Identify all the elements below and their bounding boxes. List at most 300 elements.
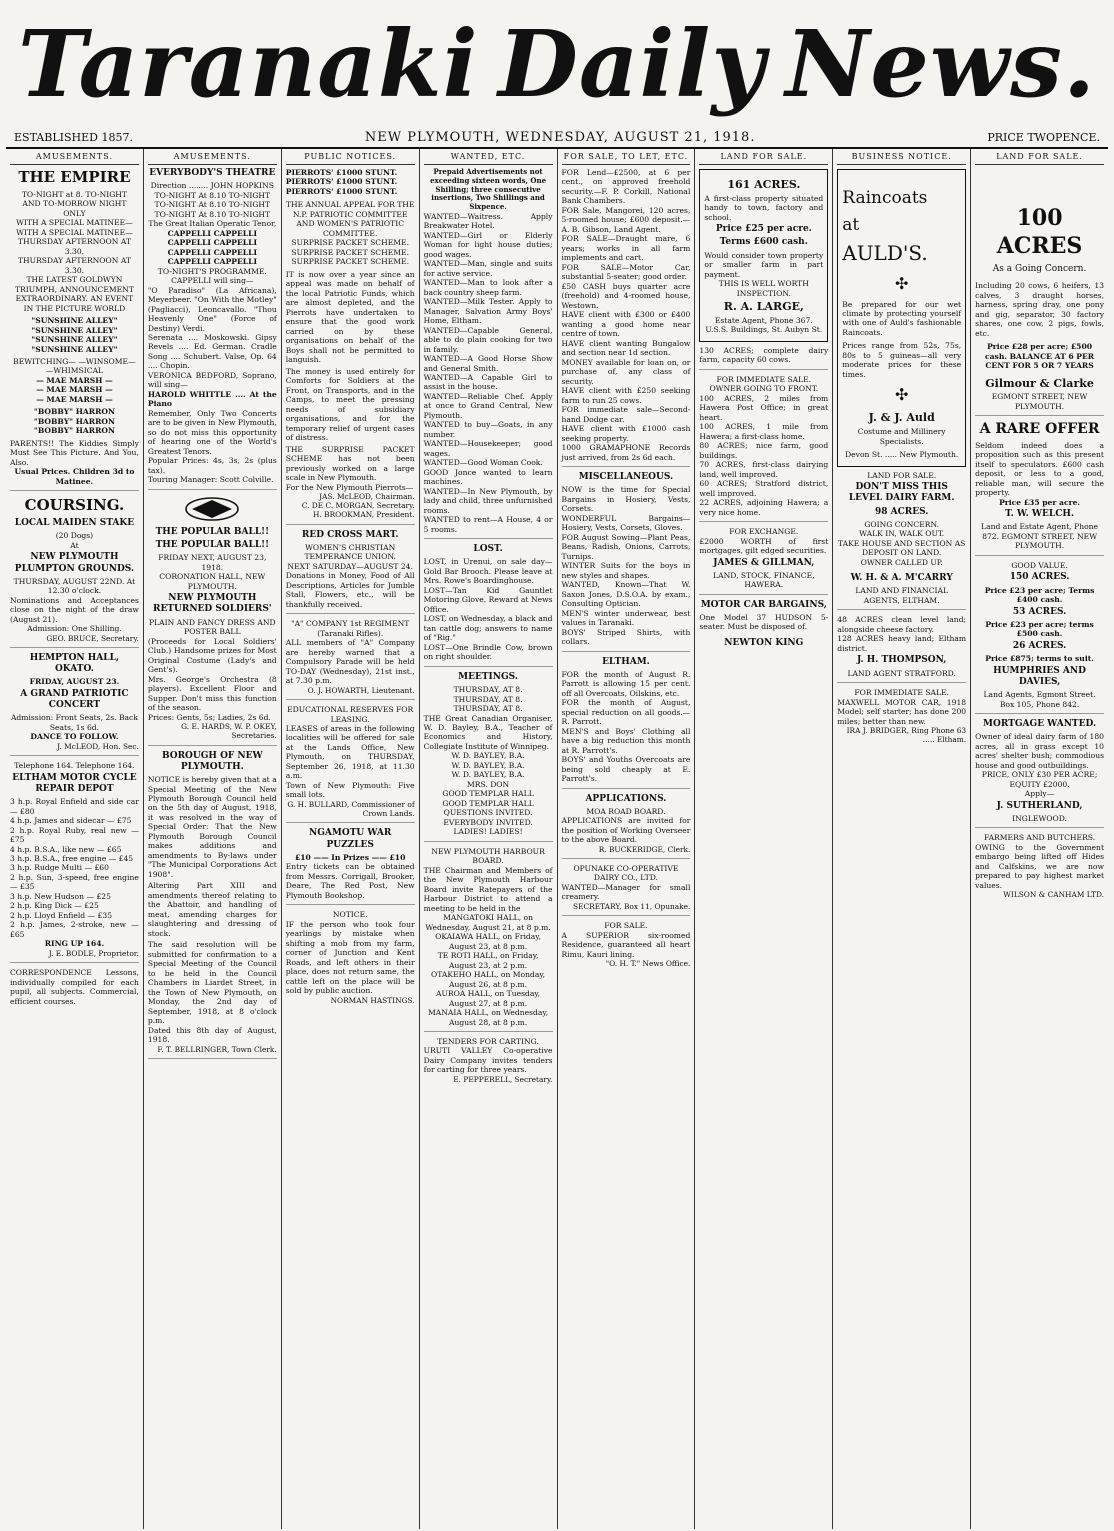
concern: GOING CONCERN. [864,519,940,529]
acres-98: 98 ACRES. [874,506,929,517]
borough-title: BOROUGH OF NEW PLYMOUTH. [161,750,263,772]
column-4 [420,149,558,1529]
wanted-list [424,212,553,534]
list-item: WANTED—Reliable Chef. Apply at once to Grand Central, New Plymouth. [423,391,553,420]
good-value-ad [975,561,1104,714]
harbour-text: THE Chairman and Members of the New Plymouth Harbour Board invite Ratepayers of the Harbour District to attend a meeting to be held in the [423,865,553,913]
misc-section [562,472,691,651]
lost-section [424,544,553,667]
resolution-text: The said resolution will be submitted for confirmation to a Special Meeting of the Council to be held in the Council Chambers in Liardet Street, in the Town of New Plymouth, on Monday, the 2nd day of September, 1918, at 8 o'clock p.m. [147,940,277,1026]
price: PRICE TWOPENCE. [987,130,1100,144]
list-item: FOR Lend—£2500, at 6 per cent., on approved freehold security.—F. P. Corkill, National Bank Chambers. [561,168,691,206]
mortgage-ad [975,719,1104,828]
correspondence: CORRESPONDENCE Lessons, individually compiled for each pupil, all subjects. Commercial, efficient courses. [10,968,139,1006]
grounds: NEW PLYMOUTH PLUMPTON GROUNDS. [14,552,135,574]
sunshine-line: "SUNSHINE ALLEY" [31,316,118,326]
rare-text: Seldom indeed does a proposition such as this present itself to speculators. £600 cash deposit, or less to a good, reliable man, will secure the property. [975,440,1104,498]
column-heading: LAND FOR SALE. [975,152,1104,165]
list-item: LOST—Tan Kid Gauntlet Motoring Glove. Reward at News Office. [423,585,553,614]
empire-lines [10,190,139,313]
surprise-line: SURPRISE PACKET SCHEME. [291,257,409,267]
consider: Would consider town property or smaller farm in part payment. [704,250,824,279]
list-item: WANTED—Milk Tester. Apply to Manager, Salvation Army Boys' Home, Eltham. [423,297,553,326]
marsh-line: — MAE MARSH — [36,375,113,385]
walk: WALK IN, WALK OUT. [859,529,945,539]
agent-address: Estate Agent, Phone 367. U.S.S. Buildings, St. Aubyn St. [705,315,823,335]
veronica: VERONICA BEDFORD, Soprano, will sing— [147,370,277,390]
auld-prices: Prices range from 52s, 75s, 80s to 5 guineas—all very moderate prices for these times. [842,341,962,379]
list-item: MEN'S winter underwear, best values in Taranaki. [561,608,691,628]
ball-ad [148,495,277,746]
harold: HAROLD WHITTLE .... At the Piano [147,389,277,409]
mcgarry: W. H. & A. M'CARRY [850,573,953,584]
applications-section [562,794,691,859]
friday: FRIDAY, AUGUST 23. [29,677,120,687]
dance: DANCE TO FOLLOW. [30,732,119,742]
masthead [6,0,1108,128]
opera-line: The Great Italian Operatic Tenor, [148,219,277,229]
list-item: WANTED—In New Plymouth, by lady and child, three unfurnished rooms. [423,486,553,515]
immediate-title: FOR IMMEDIATE SALE. [854,688,949,698]
list-item: 80 ACRES; nice farm, good buildings. [699,441,829,460]
sunshine-line: "SUNSHINE ALLEY" [31,344,118,354]
prepaid-note: Prepaid Advertisements not exceeding sixteen words, One Shilling; three consecutive insertions, Two Shillings and Sixpence. [430,167,547,211]
column-heading: PUBLIC NOTICES. [286,152,415,165]
at: at [842,215,860,236]
parents-text: PARENTS!! The Kiddies Simply Must See This Picture. And You, Also. [10,438,139,467]
list-item: 2 h.p. James, 2-stroke, new — £65 [10,920,139,939]
hall-line: MANAIA HALL, on Wednesday, August 28, at 8 p.m. [428,1008,549,1027]
puzzle-ad [286,828,415,905]
edu-title: EDUCATIONAL RESERVES FOR LEASING. [287,705,414,724]
raincoats: Raincoats [842,188,928,208]
ladies: LADIES! LADIES! [453,827,523,837]
good-templar: GOOD TEMPLAR HALL [442,789,534,799]
emblem-icon [182,495,242,523]
empire-line: TO-NIGHT at 8. TO-NIGHT [21,189,127,199]
ball-date: FRIDAY NEXT, AUGUST 23, 1918. [158,553,267,572]
list-item: HAVE client with £250 seeking farm to run 25 cows. [561,386,691,405]
wctu: WOMEN'S CHRISTIAN TEMPERANCE UNION. [304,542,396,562]
gillman: JAMES & GILLMAN, [713,557,815,568]
column-8 [971,149,1108,1529]
edu-notice [286,705,415,823]
company-notice [286,619,415,700]
ornament-icon: ✣ [894,273,909,293]
price-875: Price £875; terms to suit. [985,654,1094,664]
ornament-icon: ✣ [894,385,909,405]
concert: A GRAND PATRIOTIC CONCERT [20,688,129,711]
empire-ad [10,168,139,491]
list-item: FOR the month of August R. Parrott is allowing 15 per cent. off all Overcoats, Oilskins, etc. [561,669,691,698]
harold-text: Remember, Only Two Concerts are to be given in New Plymouth, so do not miss this opportunity of hearing one of the World's Greatest Tenors. [147,408,277,456]
list-item: LOST, on Wednesday, a black and tan cattle dog; answers to name of "Rig." [423,614,553,643]
column-3 [282,149,420,1529]
cappelli-line: CAPPELLI CAPPELLI [167,257,258,267]
column-heading: BUSINESS NOTICE. [837,152,966,165]
list-item: 2 h.p. Royal Ruby, real new — £75 [10,825,139,845]
list-item: WANTED—Girl or Elderly Woman for light house duties; good wages. [423,230,553,259]
signature: F. T. BELLRINGER, Town Clerk. [157,1044,277,1054]
egmont: EGMONT STREET, NEW PLYMOUTH. [991,392,1088,411]
land-title: LAND FOR SALE. [867,470,937,480]
columns [6,149,1108,1529]
list-item: NOW is the time for Special Bargains in Hosiery, Vests, Corsets. [561,485,691,514]
surprise-line: SURPRISE PACKET SCHEME. [291,247,409,257]
at: At [70,540,79,550]
signature: C. DE C. MORGAN, Secretary. [301,501,415,511]
empire-line: WITH A SPECIAL MATINEE— [16,227,133,237]
column-1 [6,149,144,1529]
list-item: WANTED—Man, single and suits for active service. [423,259,553,278]
sunshine-line: "SUNSHINE ALLEY" [31,325,118,335]
ball-prices: Prices: Gents, 5s; Ladies, 2s 6d. [147,712,271,722]
farmers-ad [975,833,1104,899]
list-item: WINTER Suits for the boys in new styles and shapes. [561,561,691,580]
tour-manager: Touring Manager: Scott Colville. [147,475,274,485]
list-item: 3 h.p. New Hudson — £25 [10,891,111,901]
opunake-title: OPUNAKE CO-OPERATIVE DAIRY CO., LTD. [573,864,679,883]
list-item: FOR the month of August, special reduction on all goods.—R. Parrott. [561,698,691,727]
empire-line: THE LATEST GOLDWYN TRIUMPH, ANNOUNCEMENT EXTRAORDINARY. AN EVENT IN THE PICTURE WORLD [14,275,134,313]
acres-150: 150 ACRES. [1009,572,1070,583]
pierrots-line: PIERROTS' £1000 STUNT. [285,168,398,177]
list-item: 3 h.p. Rudge Multi — £60 [10,863,109,873]
list-item: WANTED, Known—That W. Saxon Jones, D.S.O.A. by exam., Consulting Optician. [561,580,691,609]
good-templar: GOOD TEMPLAR HALL [442,798,534,808]
list-item: LOST—One Brindle Cow, brown on right shoulder. [423,642,553,662]
tonight-line: TO-NIGHT At 8.10 TO-NIGHT [154,209,271,219]
acres-26: 26 ACRES. [1012,640,1067,651]
bobby-lines [10,407,139,435]
exchange-text: £2000 WORTH of first mortgages, gilt edged securities. [699,536,829,556]
list-item: 60 ACRES; Stratford district, well improved. [699,479,829,498]
acres-53: 53 ACRES. [1012,606,1067,617]
ball-title-2: THE POPULAR BALL!! [155,540,270,550]
harbour-section [424,847,553,1032]
company-text: ALL members of "A" Company are hereby warned that a Compulsory Parade will be held TO-DAY (Wednesday), 21st inst., at 7.30 p.m. [285,638,415,686]
meetings-title: MEETINGS. [458,671,518,682]
sunshine-lines [10,316,139,354]
notice-text: NOTICE is hereby given that at a Special Meeting of the New Plymouth Borough Council held on the 5th day of August, 1918, it was resolved in the way of Special Order: That the New Plymouth Borough Council makes additions and amendments to By-laws under "The Municipal Corporations Act 1908". [147,775,277,879]
signature: WILSON & CANHAM LTD. [1003,890,1104,900]
signature: G. E. HARDS, W. P. OKEY, Secretaries. [181,722,277,741]
pierrots-ad [286,168,415,525]
hall-line: TE ROTI HALL, on Friday, August 23, at 2 p.m. [437,951,539,970]
notice-text: IF the person who took four yearlings by mistake when shifting a mob from my farm, corner of Junction and Kent Roads, and left others in their place, does not return same, the cattle left on the place will be sold by public auction. [285,919,415,996]
including: Including 20 cows, 6 heifers, 13 calves, 3 draught horses, harness, spring dray, one pony and gig, separator, 30 factory shares, one cow, 2 pigs, fowls, etc. [975,281,1104,338]
tenders-section [424,1037,553,1084]
mortgage-title: MORTGAGE WANTED. [983,719,1097,730]
price: Price £28 per acre; £500 cash. BALANCE AT 6 PER CENT FOR 5 OR 7 YEARS [985,342,1095,371]
signature: G. H. BULLARD, Commissioner of Crown Lands. [287,799,415,819]
popular-prices: Popular Prices: 4s, 3s, 2s (plus tax). [147,456,277,475]
agent-name: R. A. LARGE, [723,300,804,314]
motor-bargains [699,600,828,649]
moa-text: APPLICATIONS are invited for the position of Working Overseer to the above Board. [561,816,691,845]
thursday-line: THURSDAY, AT 8. [453,694,523,704]
theatre-ad [148,168,277,490]
gillman-sub: LAND, STOCK, FINANCE, HAWERA. [713,570,815,590]
pierrots-lines [286,168,415,196]
farmers-text: OWING to the Government embargo being lifted off Hides and Calfskins, we are now prepared to pay highest market values. [975,842,1104,890]
songs: "O Paradiso" (La Africana), Meyerbeer. "On With the Motley" (Pagliacci), Leoncavallo. "Thou Heavenly One" (Force of Destiny) Verdi. [147,285,277,333]
empire-line: AND TO-MORROW NIGHT ONLY [22,199,127,218]
immediate-section [699,375,828,522]
column-heading: WANTED, ETC. [424,152,553,165]
proceeds: (Proceeds for Local Soldiers' Club.) Handsome prizes for Most Original Costume (Lady's and Gent's). [147,636,277,675]
list-item: FOR Sale, Mangorei, 120 acres, 5-roomed house; £600 deposit.—A. B. Gibson, Land Agent. [561,205,691,234]
acres-100: 100 ACRES [996,205,1083,259]
exchange-title: FOR EXCHANGE. [729,527,799,537]
hastings-notice [286,910,415,1005]
price-23: Price £23 per acre; Terms £400 cash. [984,585,1095,605]
column-5 [558,149,696,1529]
text-161: A first-class property situated handy to town, factory and school. [704,193,824,222]
empire-line: WITH A SPECIAL MATINEE— [16,218,133,228]
gilmour-ad [975,205,1104,416]
telephone: Telephone 164. Telephone 164. [14,761,135,771]
signature: E. PEPPERELL, Secretary. [453,1074,553,1084]
acres-161: 161 ACRES. [727,178,801,191]
maxwell: MAXWELL MOTOR CAR, 1918 Model; self starter; has done 200 miles; better than new. [837,697,967,726]
column-2 [144,149,282,1529]
bewitching: BEWITCHING— —WINSOME— —WHIMSICAL [13,356,136,376]
dont-miss: DON'T MISS THIS LEVEL DAIRY FARM. [848,482,955,504]
list-item: 3 h.p. Royal Enfield and side car — £80 [10,797,139,816]
list-item: WANTED—Housekeeper; good wages. [423,439,553,458]
puzzle-title: NGAMOTU WAR PUZZLES [309,828,392,850]
puzzle-prizes: £10 —— In Prizes —— £10 [294,852,406,862]
list-item: 128 ACRES heavy land; Eltham district. [837,634,967,653]
marsh-line: — MAE MARSH — [36,394,113,404]
for-pierrots: For the New Plymouth Pierrots— [285,482,414,492]
farmers-title: FARMERS AND BUTCHERS. [983,833,1096,843]
questions: QUESTIONS INVITED. EVERYBODY INVITED. [443,808,533,827]
established: ESTABLISHED 1857. [14,130,133,144]
bayley-line: W. D. BAYLEY, B.A. [451,760,525,770]
list-item: WANTED—Man to look after a back country sheep farm. [423,278,553,297]
tonight-line: TO-NIGHT At 8.10 TO-NIGHT [154,200,271,210]
immediate-title: FOR IMMEDIATE SALE. [716,374,812,384]
column-heading: AMUSEMENTS. [148,152,277,165]
hall-line: OKAIAWA HALL, on Friday, August 23, at 8 p.m. [435,932,541,951]
thompson: J. H. THOMPSON, [856,655,947,666]
motor-text: One Model 37 HUDSON 5-seater. Must be disposed of. [699,613,829,632]
concern: As a Going Concern. [992,264,1087,274]
opunake-text: WANTED—Manager for small creamery. [561,882,691,902]
list-item: MONEY available for loan on, or purchase of, any class of security. [561,357,691,386]
price-35: Price £35 per acre. [999,497,1081,507]
list-item: 2 h.p. King Dick — £25 [10,901,99,911]
borough-notice [148,751,277,1059]
residence-section [562,921,691,968]
equity: PRICE, ONLY £30 PER ACRE; EQUITY £2000. [981,770,1098,789]
red-cross-ad [286,530,415,615]
eltham-title: ELTHAM. [602,656,650,667]
hempton-ad [10,653,139,756]
coursing-ad [10,496,139,648]
list-item: HAVE client with £300 or £400 wanting a good home near centre of town. [561,310,691,339]
applications-title: APPLICATIONS. [585,793,667,804]
empire-line: THURSDAY AFTERNOON AT 3.30. [17,237,131,256]
auld-ad [837,169,966,467]
empire-title: THE EMPIRE [18,168,131,186]
gilmour: Gilmour & Clarke [985,376,1094,390]
serenata: Serenata .... Moskowski. Gipsy Revels .... Ed. German. Cradle Song .... Schubert. Valse, Op. 64 .... Chopin. [147,333,277,371]
plain-fancy: PLAIN AND FANCY DRESS AND POSTER BALL [149,617,276,637]
price: Price £25 per acre. [715,224,812,235]
list-item: HAVE client with £1000 cash seeking property. [561,424,691,443]
column-heading: FOR SALE, TO LET, ETC. [562,152,691,165]
body-3: THE SURPRISE PACKET SCHEME has not been previously worked on a large scale in New Plymouth. [285,444,415,483]
motor-list [10,797,139,939]
list-item: WANTED—Good Woman Cook. [423,458,543,468]
ball-title: THE POPULAR BALL!! [155,526,270,537]
place-date: NEW PLYMOUTH, WEDNESDAY, AUGUST 21, 1918. [364,129,756,145]
company-title: "A" COMPANY 1st REGIMENT (Taranaki Rifles). [291,619,410,638]
usual-prices: Usual Prices. Children 3d to Matinee. [14,467,135,486]
welch: T. W. WELCH. [1005,509,1074,520]
meetings-section [424,672,553,842]
eltham-land [837,615,966,683]
programme: TO-NIGHT'S PROGRAMME. CAPPELLI will sing— [157,266,267,286]
list-item: BOYS' Striped Shirts, with collars. [561,627,691,647]
terms: Terms £600 cash. [719,237,808,248]
altering-text: Altering Part XIII and amendments thereof relating to the Abattoir, and handling of meat, amending charges for slaughtering and dressing of stock. [147,881,277,938]
list-item: WANTED to buy—Goats, in any number. [423,420,553,439]
humphries: HUMPHRIES AND DAVIES, [993,665,1086,687]
masthead-title-left: Taranaki [18,10,479,118]
inglewood: INGLEWOOD. [1012,813,1067,823]
bobby-line: "BOBBY" HARRON [33,426,115,436]
column-heading: AMUSEMENTS. [10,152,139,165]
edu-text: LEASES of areas in the following localities will be offered for sale at the Lands Office, New Plymouth, on THURSDAY, September 26, 1918, at 11.30 a.m. [285,723,415,781]
list-item: FOR SALE—Draught mare, 6 years; works in all farm implements and cart. [561,234,691,263]
stock: TAKE HOUSE AND SECTION AS DEPOSIT ON LAND. [837,538,966,558]
dairy-section [837,471,966,611]
cappelli-line: CAPPELLI CAPPELLI [167,247,258,257]
signature: NORMAN HASTINGS. [330,995,415,1005]
list-item: WANTED—Capable General, able to do plain cooking for two in family. [423,325,553,354]
dated: Dated this 8th day of August, 1918. [147,1025,277,1045]
signature: "O. H. T." News Office. [605,959,691,969]
bobby-line: "BOBBY" HARRON [33,407,115,417]
called: OWNER CALLED UP. [860,557,943,567]
empire-line: THURSDAY AFTERNOON AT 3.30. [17,256,131,275]
forsale-text: A SUPERIOR six-roomed Residence, guaranteed all heart Rimu, Kauri lining. [561,930,691,959]
town-lots: Town of New Plymouth: Five small lots. [285,780,415,800]
jj-auld: J. & J. Auld [868,411,935,425]
tenders-title: TENDERS FOR CARTING. [437,1037,539,1046]
aulds: AULD'S. [842,240,928,265]
admission2: Admission: Front Seats, 2s. Back Seats, 1s 6d. [10,713,138,732]
price-23b: Price £23 per acre; terms £500 cash. [985,619,1094,639]
list-item: 48 ACRES clean level land; alongside cheese factory. [837,615,967,634]
bobby-line: "BOBBY" HARRON [33,416,115,426]
list-item: WONDERFUL Bargains—Hosiery, Vests, Corsets, Gloves. [561,513,691,533]
signature: JAS. McLEOD, Chairman. [319,491,415,501]
misc-title: MISCELLANEOUS. [578,472,674,483]
next-saturday: NEXT SATURDAY—AUGUST 24. [287,561,413,571]
moa-title: MOA ROAD BOARD. [586,806,666,816]
dateline [6,128,1108,149]
cappelli-lines [148,229,277,267]
masthead-title-right: News. [785,10,1096,118]
signature: J. McLEOD, Hon. Sec. [57,741,139,751]
appeal: THE ANNUAL APPEAL FOR THE N.P. PATRIOTIC COMMITTEE AND WOMEN'S PATRIOTIC COMMITTEE. [285,200,415,238]
apply: Apply— [1024,789,1055,799]
list-item: 4 h.p. B.S.A., like new — £65 [10,844,122,854]
rare-title: A RARE OFFER [979,421,1100,438]
list-item: FOR SALE—Motor Car, substantial 5-seater; good order. [561,262,691,282]
forsale-title: FOR SALE. [604,921,648,931]
motor-ad [10,761,139,963]
theatre-title: EVERYBODY'S THEATRE [149,168,276,178]
worth: THIS IS WELL WORTH INSPECTION. [718,279,809,298]
list-item: 100 ACRES, 1 mile from Hawera; a first-class home. [699,422,829,441]
column-6 [695,149,833,1529]
tender-text: URUTI VALLEY Co-operative Dairy Company invites tenders for carting for three years. [423,1046,553,1075]
wanted-section [424,168,553,539]
mcgarry-sub: LAND AND FINANCIAL AGENTS, ELTHAM. [855,586,949,605]
list-item: WANTED to rent—A House, 4 or 5 rooms. [423,515,553,534]
tonight-line: TO-NIGHT At 8.10 TO-NIGHT [154,190,271,200]
list-item: 2 h.p. Lloyd Enfield — £35 [10,910,113,920]
surprise-line: SURPRISE PACKET SCHEME. [291,238,409,248]
column-heading: LAND FOR SALE. [699,152,828,165]
list-item: MEN'S and Boys' Clothing all have a big reduction this month at R. Parrott's. [561,726,691,755]
thursday-line: THURSDAY, AT 8. [453,704,523,714]
thursday-line: THURSDAY, AT 8. [453,685,523,695]
list-item: HAVE client wanting Bungalow and section near 1d section. [561,338,691,358]
harbour-title: NEW PLYMOUTH HARBOUR BOARD. [431,846,545,866]
pierrots-line: PIERROTS' £1000 STUNT. [285,186,398,196]
tonight-lines [148,191,277,219]
list-item: 70 ACRES, first-class dairying land, well improved. [699,460,829,479]
column-7 [833,149,971,1529]
ring-up: RING UP 164. [44,939,105,949]
exchange-section [699,527,828,595]
cappelli-line: CAPPELLI CAPPELLI [167,228,258,238]
list-item: WANTED—A Good Horse Show and General Smith. [423,354,553,373]
dogs: (20 Dogs) [55,531,94,541]
surprise-lines [286,238,415,266]
opunake-section [562,864,691,916]
prepared: Be prepared for our wet climate by protecting yourself with one of Auld's fashionable Raincoats. [842,299,962,337]
list-item: FOR August Sowing—Plant Peas, Beans, Radish, Onions, Carrots, Turnips. [561,532,691,561]
signature: H. BROOKMAN, President. [313,510,415,520]
hempton-title: HEMPTON HALL, OKATO. [29,652,120,675]
signature: O. J. HOWARTH, Lieutenant. [307,685,415,695]
good-value: GOOD VALUE. [1011,560,1068,570]
for-sale-list [562,168,691,467]
motor-title: MOTOR CAR BARGAINS, [700,599,827,610]
owner-front: OWNER GOING TO FRONT. [709,384,819,394]
sunshine-line: "SUNSHINE ALLEY" [31,335,118,345]
list-item: 2 h.p. Sun, 3-speed, free engine — £35 [10,872,139,892]
list-item: BOYS' and Youths Overcoats are being sold cheaply at E. Parrott's. [561,755,691,784]
signature: SECRETARY, Box 11, Opunake. [573,901,691,911]
organiser: THE Great Canadian Organiser, W. D. Bayley, B.A., Teacher of Economics and History, Collegiate Institute of Winnipeg. [423,713,553,751]
lost-title: LOST. [473,544,503,555]
puzzle-entry: Entry tickets can be obtained from Messrs. Corrigall, Brooker, Deare, The Red Post, New Plymouth Bookshop. [285,862,415,900]
bayley-line: W. D. BAYLEY, B.A. [451,770,525,780]
list-item: FOR immediate sale—Second-hand Dodge car. [561,405,691,424]
acres-130-ad: 130 ACRES; complete dairy farm, capacity 60 cows. [699,346,828,370]
masthead-title-mid: Daily [498,10,766,118]
list-item: 4 h.p. James and sidecar — £75 [10,816,132,826]
